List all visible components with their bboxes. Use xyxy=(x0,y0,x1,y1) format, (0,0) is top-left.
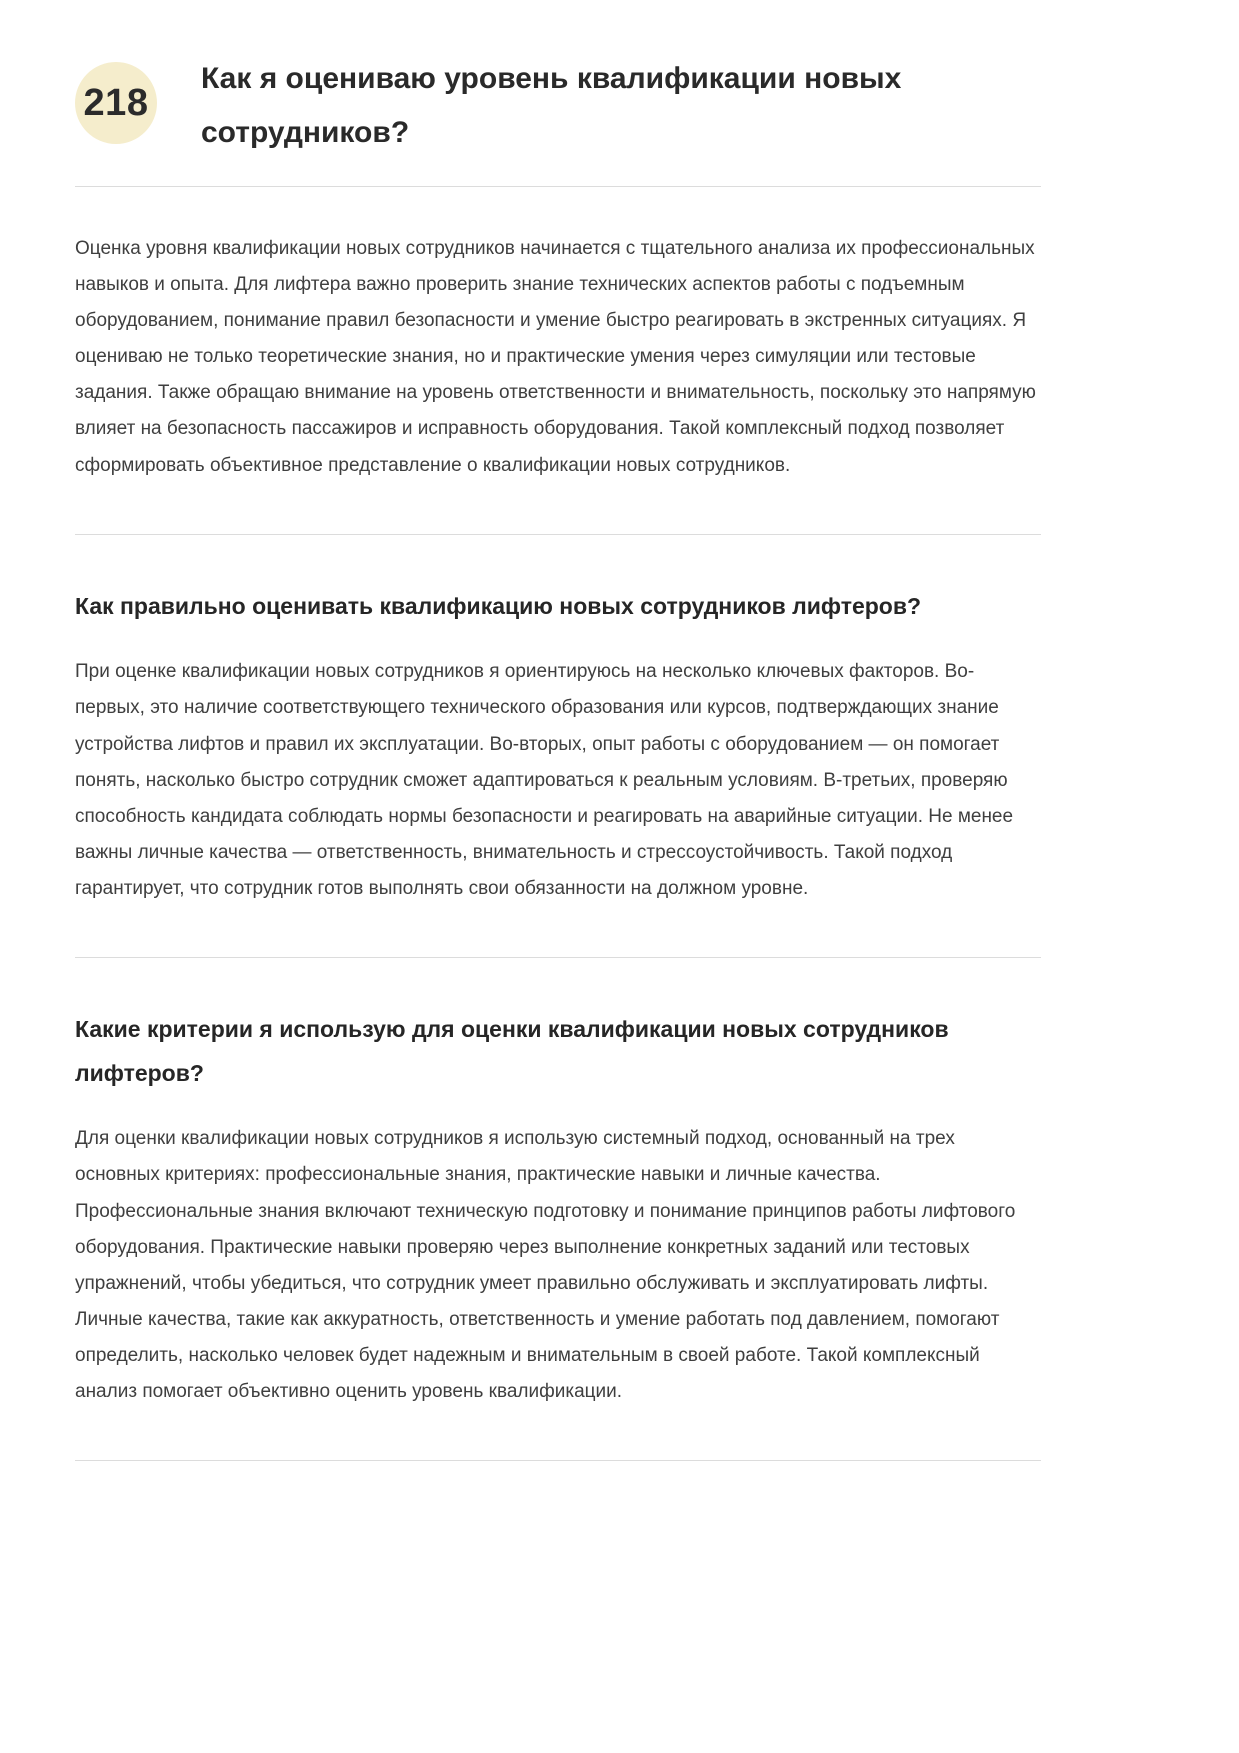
divider-top xyxy=(75,186,1041,187)
section-heading: Какие критерии я использую для оценки квалификации новых сотрудников лифтеров? xyxy=(75,1016,949,1086)
section-heading: Как правильно оценивать квалификацию новых сотрудников лифтеров? xyxy=(75,592,922,619)
question-number: 218 xyxy=(83,81,149,124)
section-evaluation-criteria xyxy=(75,1008,1041,1410)
divider-bottom xyxy=(75,1460,1041,1461)
divider-after-intro xyxy=(75,534,1041,535)
article-header xyxy=(75,52,1041,160)
section-paragraph: Для оценки квалификации новых сотрудников я использую системный подход, основанный на трех основных критериях: профессиональные знания, практические навыки и личные качества. Профессиональные знания включают техническую подготовку и понимание принципов работы лифтового оборудования. Практические навыки проверяю через выполнение конкретных заданий или тестовых упражнений, чтобы убедиться, что сотрудник умеет правильно обслуживать и эксплуатировать лифты. Личные качества, такие как аккуратность, ответственность и умение работать под давлением, помогают определить, насколько человек будет надежным и внимательным в своей работе. Такой комплексный анализ помогает объективно оценить уровень квалификации. xyxy=(75,1128,1016,1403)
section-evaluation-method xyxy=(75,585,1041,907)
page-title: Как я оцениваю уровень квалификации новых сотрудников? xyxy=(201,62,902,149)
section-paragraph: При оценке квалификации новых сотрудников я ориентируюсь на несколько ключевых факторов. Во-первых, это наличие соответствующего технического образования или курсов, подтверждающих знание устройства лифтов и правил их эксплуатации. Во-вторых, опыт работы с оборудованием — он помогает понять, насколько быстро сотрудник сможет адаптироваться к реальным условиям. В-третьих, проверяю способность кандидата соблюдать нормы безопасности и реагировать на аварийные ситуации. Не менее важны личные качества — ответственность, внимательность и стрессоустойчивость. Такой подход гарантирует, что сотрудник готов выполнять свои обязанности на должном уровне. xyxy=(75,661,1014,899)
question-number-badge xyxy=(75,62,157,144)
intro-paragraph: Оценка уровня квалификации новых сотрудников начинается с тщательного анализа их профессиональных навыков и опыта. Для лифтера важно проверить знание технических аспектов работы с подъемным оборудованием, понимание правил безопасности и умение быстро реагировать в экстренных ситуациях. Я оцениваю не только теоретические знания, но и практические умения через симуляции или тестовые задания. Также обращаю внимание на уровень ответственности и внимательность, поскольку это напрямую влияет на безопасность пассажиров и исправность оборудования. Такой комплексный подход позволяет сформировать объективное представление о квалификации новых сотрудников. xyxy=(75,238,1036,476)
divider-after-section-1 xyxy=(75,957,1041,958)
